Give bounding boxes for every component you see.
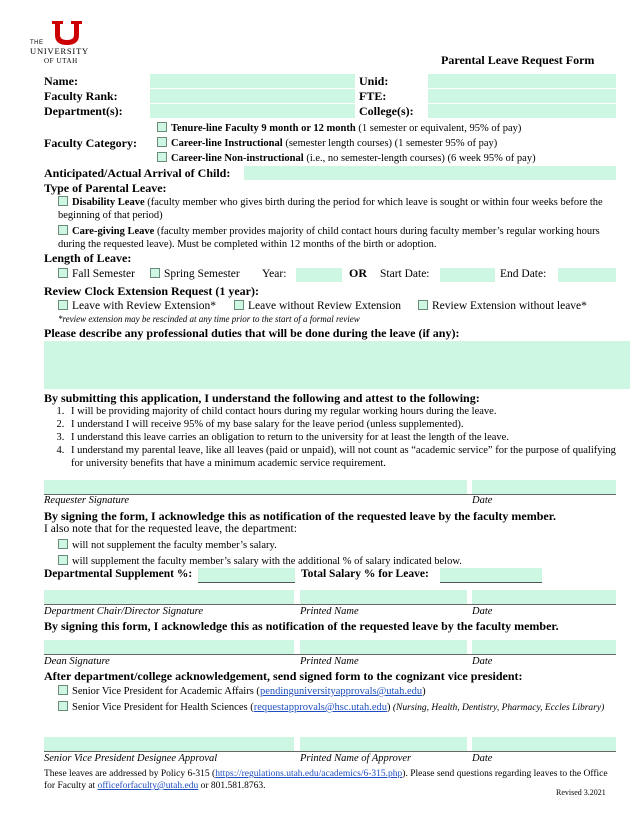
duties-label: Please describe any professional duties that will be done during the leave (if any): xyxy=(44,326,460,340)
leave-type-label: Type of Parental Leave: xyxy=(44,181,167,195)
logo-of-utah: OF UTAH xyxy=(44,57,78,65)
faculty-category-label: Faculty Category: xyxy=(44,136,137,150)
svp-health-sciences-option[interactable]: Senior Vice President for Health Sciences (requestapprovals@hsc.utah.edu) (Nursing, Health, Dentistry, Pharmacy, Eccles Library) xyxy=(58,701,614,715)
review-option-without[interactable]: Leave without Review Extension xyxy=(234,300,401,312)
attest-item: 2. I understand I will receive 95% of my base salary for the leave period (unless supplemented). xyxy=(67,418,627,431)
colleges-field[interactable] xyxy=(428,104,616,118)
block-u-icon xyxy=(50,20,84,46)
total-salary-field[interactable] xyxy=(440,568,542,583)
review-label: Review Clock Extension Request (1 year): xyxy=(44,284,259,298)
fte-field[interactable] xyxy=(428,89,616,103)
departments-label: Department(s): xyxy=(44,104,123,118)
svp-academic-affairs-checkbox[interactable] xyxy=(58,685,68,695)
logo-the: THE xyxy=(30,40,44,46)
caregiving-leave-option[interactable]: Care-giving Leave (faculty member provides majority of child contact hours during faculty member’s regular working hours during the requested leave). Must be completed within 12 months of the birth or adoption. xyxy=(58,226,600,250)
review-without-checkbox[interactable] xyxy=(234,300,244,310)
revised-date: Revised 3.2021 xyxy=(556,788,606,797)
dept-note: I also note that for the requested leave, the department: xyxy=(44,523,297,535)
category-option-career-instructional[interactable]: Career-line Instructional (semester length courses) (1 semester 95% of pay) xyxy=(157,137,497,149)
supplement-option[interactable]: will supplement the faculty member’s salary with the additional % of salary indicated below. xyxy=(58,555,462,567)
review-note: *review extension may be rescinded at any time prior to the start of a formal review xyxy=(58,314,360,324)
svp-signature-caption: Senior Vice President Designee Approval xyxy=(44,753,218,764)
policy-link[interactable]: https://regulations.utah.edu/academics/6-315.php xyxy=(215,769,403,779)
dept-supplement-label: Departmental Supplement %: xyxy=(44,568,193,580)
fall-semester-option[interactable]: Fall Semester xyxy=(58,268,135,280)
disability-leave-option[interactable]: Disability Leave (faculty member who gives birth during the period for which leave is sought or within four weeks before the beginning of that period) xyxy=(58,197,603,221)
chair-signature-field[interactable] xyxy=(44,590,294,604)
faculty-rank-field[interactable] xyxy=(150,89,355,103)
spring-semester-option[interactable]: Spring Semester xyxy=(150,268,240,280)
attest-list xyxy=(44,405,627,470)
dean-date-field[interactable] xyxy=(472,640,616,654)
requester-signature-caption: Requester Signature xyxy=(44,495,130,506)
attest-item: 3. I understand this leave carries an obligation to return to the university for at least the length of the leave. xyxy=(67,431,627,444)
departments-field[interactable] xyxy=(150,104,355,118)
disability-checkbox[interactable] xyxy=(58,196,68,206)
hs-email-link[interactable]: requestapprovals@hsc.utah.edu xyxy=(253,702,388,713)
form-title: Parental Leave Request Form xyxy=(441,53,595,67)
name-label: Name: xyxy=(44,74,78,88)
svp-health-sciences-checkbox[interactable] xyxy=(58,701,68,711)
no-supplement-checkbox[interactable] xyxy=(58,539,68,549)
chair-signature-caption: Department Chair/Director Signature xyxy=(44,606,204,617)
chair-date-caption: Date xyxy=(472,606,493,617)
start-date-field[interactable] xyxy=(440,268,495,282)
name-field[interactable] xyxy=(150,74,355,88)
dean-date-caption: Date xyxy=(472,656,493,667)
unid-field[interactable] xyxy=(428,74,616,88)
chair-date-field[interactable] xyxy=(472,590,616,604)
end-date-label: End Date: xyxy=(500,268,547,280)
end-date-field[interactable] xyxy=(558,268,616,282)
fall-checkbox[interactable] xyxy=(58,268,68,278)
career-instructional-checkbox[interactable] xyxy=(157,137,167,147)
svp-date-field[interactable] xyxy=(472,737,616,751)
svp-signature-field[interactable] xyxy=(44,737,294,751)
dean-signature-caption: Dean Signature xyxy=(44,656,110,667)
faculty-office-email-link[interactable]: officeforfaculty@utah.edu xyxy=(97,781,199,791)
unid-label: Unid: xyxy=(359,74,389,88)
logo-university: UNIVERSITY xyxy=(30,46,89,56)
length-label: Length of Leave: xyxy=(44,251,132,265)
attest-item: 4. I understand my parental leave, like all leaves (paid or unpaid), will not count as “academic service” for the purpose of qualifying for university benefits that have a minimum academic service requirement. xyxy=(67,444,627,470)
dept-ack-heading: By signing the form, I acknowledge this as notification of the requested leave by the faculty member. xyxy=(44,509,556,523)
svp-printed-caption: Printed Name of Approver xyxy=(300,753,412,764)
footer-note: These leaves are addressed by Policy 6-315 (https://regulations.utah.edu/academics/6-315.php). Please send questions regarding leaves to the Office for Faculty at officeforfaculty@utah.edu or 801.581.8763. xyxy=(44,769,608,791)
requester-signature-field[interactable] xyxy=(44,480,467,494)
dept-supplement-field[interactable] xyxy=(198,568,295,583)
dean-signature-field[interactable] xyxy=(44,640,294,654)
faculty-rank-label: Faculty Rank: xyxy=(44,89,118,103)
colleges-label: College(s): xyxy=(359,104,414,118)
dean-printed-caption: Printed Name xyxy=(300,656,359,667)
or-label: OR xyxy=(349,266,367,280)
review-extension-only-checkbox[interactable] xyxy=(418,300,428,310)
career-noninstructional-checkbox[interactable] xyxy=(157,152,167,162)
university-logo xyxy=(30,20,100,68)
attest-heading: By submitting this application, I understand the following and attest to the following: xyxy=(44,391,480,405)
dean-printed-name-field[interactable] xyxy=(300,640,467,654)
tenure-checkbox[interactable] xyxy=(157,122,167,132)
svp-heading: After department/college acknowledgement, send signed form to the cognizant vice president: xyxy=(44,669,523,683)
requester-date-caption: Date xyxy=(472,495,493,506)
requester-date-field[interactable] xyxy=(472,480,616,494)
supplement-checkbox[interactable] xyxy=(58,555,68,565)
spring-checkbox[interactable] xyxy=(150,268,160,278)
arrival-label: Anticipated/Actual Arrival of Child: xyxy=(44,166,231,180)
dean-ack-heading: By signing this form, I acknowledge this as notification of the requested leave by the faculty member. xyxy=(44,619,559,633)
arrival-field[interactable] xyxy=(244,166,616,180)
year-label: Year: xyxy=(262,268,287,280)
no-supplement-option[interactable]: will not supplement the faculty member’s salary. xyxy=(58,539,277,551)
aa-email-link[interactable]: pendinguniversityapprovals@utah.edu xyxy=(259,686,423,697)
chair-printed-name-field[interactable] xyxy=(300,590,467,604)
total-salary-label: Total Salary % for Leave: xyxy=(301,568,429,580)
duties-textarea[interactable] xyxy=(44,341,630,389)
caregiving-checkbox[interactable] xyxy=(58,225,68,235)
review-option-with[interactable]: Leave with Review Extension* xyxy=(58,300,216,312)
chair-printed-caption: Printed Name xyxy=(300,606,359,617)
svp-academic-affairs-option[interactable]: Senior Vice President for Academic Affairs (pendinguniversityapprovals@utah.edu) xyxy=(58,685,426,697)
review-option-extension-only[interactable]: Review Extension without leave* xyxy=(418,300,587,312)
start-date-label: Start Date: xyxy=(380,268,430,280)
category-option-career-noninstructional[interactable]: Career-line Non-instructional (i.e., no semester-length courses) (6 week 95% of pay) xyxy=(157,152,536,164)
attest-item: 1. I will be providing majority of child contact hours during my regular working hours during the leave. xyxy=(67,405,627,418)
fte-label: FTE: xyxy=(359,89,387,103)
category-option-tenure[interactable]: Tenure-line Faculty 9 month or 12 month (1 semester or equivalent, 95% of pay) xyxy=(157,122,521,134)
svp-printed-name-field[interactable] xyxy=(300,737,467,751)
year-field[interactable] xyxy=(296,268,342,282)
svp-date-caption: Date xyxy=(472,753,493,764)
review-with-checkbox[interactable] xyxy=(58,300,68,310)
